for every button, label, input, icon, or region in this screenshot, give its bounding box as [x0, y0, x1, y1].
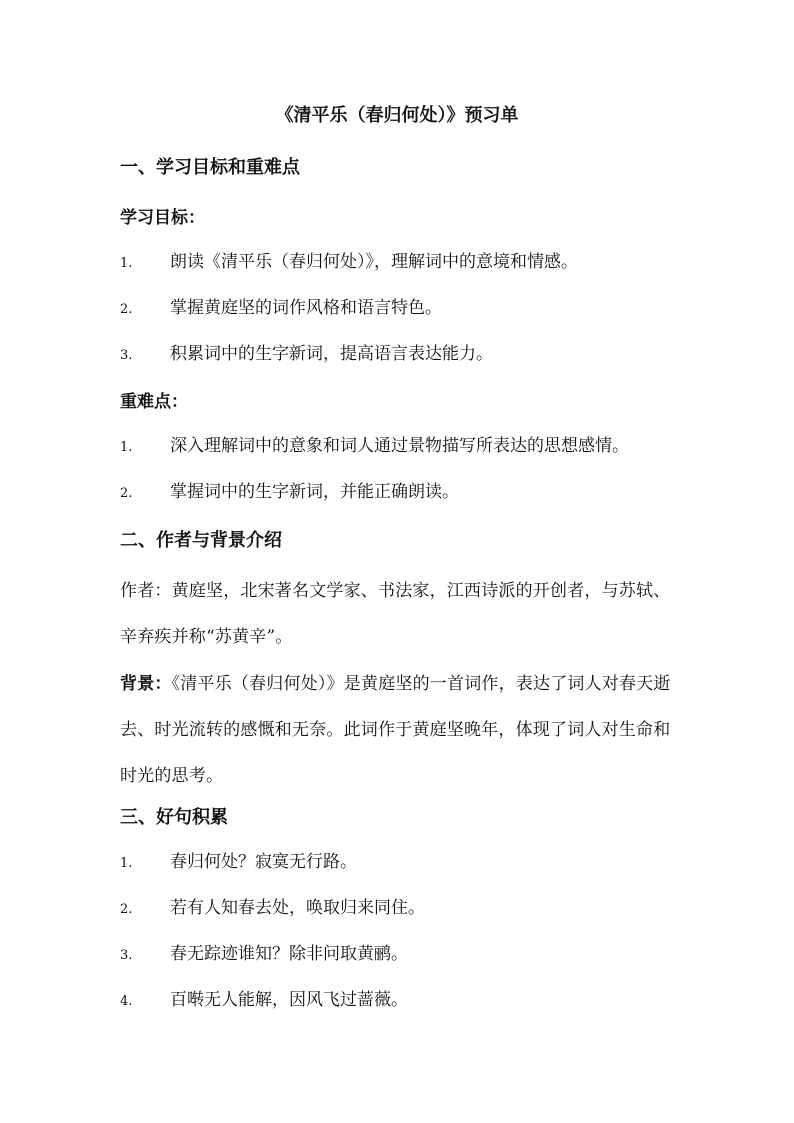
sentence-item-number: 2. — [120, 902, 133, 917]
goal-item — [120, 341, 680, 369]
author-paragraph: 作者：黄庭坚，北宋著名文学家、书法家，江西诗派的开创者，与苏轼、辛弃疾并称“苏黄辛”。 — [120, 581, 671, 647]
section-heading-goals: 一、学习目标和重难点 — [120, 157, 300, 178]
sentence-item — [120, 941, 680, 969]
sentence-item-text: 若有人知春去处，唤取归来同住。 — [170, 898, 425, 918]
goal-item-number: 1. — [120, 256, 133, 271]
document-title: 《清平乐（春归何处）》预习单 — [275, 105, 519, 126]
goal-item-number: 2. — [120, 302, 133, 317]
sentence-item-number: 3. — [120, 948, 133, 963]
background-paragraph — [120, 661, 676, 799]
goal-item-text: 积累词中的生字新词，提高语言表达能力。 — [170, 344, 493, 364]
key-point-item-text: 掌握词中的生字新词，并能正确朗读。 — [170, 482, 459, 502]
key-points-label: 重难点： — [120, 392, 188, 412]
key-point-item-number: 2. — [120, 486, 133, 501]
sentence-item-number: 4. — [120, 994, 133, 1009]
goal-item — [120, 249, 680, 277]
goal-item-number: 3. — [120, 348, 133, 363]
goal-item-text: 掌握黄庭坚的词作风格和语言特色。 — [170, 298, 442, 318]
key-point-item-number: 1. — [120, 440, 133, 455]
goal-item — [120, 295, 680, 323]
sentence-item — [120, 849, 680, 877]
goals-label: 学习目标： — [120, 208, 205, 228]
sentence-item-text: 春归何处？寂寞无行路。 — [170, 852, 357, 872]
key-point-item-text: 深入理解词中的意象和词人通过景物描写所表达的思想感情。 — [170, 436, 629, 456]
key-point-item — [120, 479, 680, 507]
sentence-item-text: 百啭无人能解，因风飞过蔷薇。 — [170, 990, 408, 1010]
background-text: 《清平乐（春归何处）》是黄庭坚的一首词作，表达了词人对春天逝去、时光流转的感慨和无奈。此词作于黄庭坚晚年，体现了词人对生命和时光的思考。 — [120, 674, 671, 786]
key-point-item — [120, 433, 680, 461]
sentence-item — [120, 987, 680, 1015]
sentence-item-number: 1. — [120, 856, 133, 871]
goal-item-text: 朗读《清平乐（春归何处）》，理解词中的意境和情感。 — [170, 252, 578, 272]
sentence-item-text: 春无踪迹谁知？除非问取黄鹂。 — [170, 944, 408, 964]
sentence-item — [120, 895, 680, 923]
section-heading-sentences: 三、好句积累 — [120, 807, 228, 828]
background-label: 背景： — [120, 674, 172, 694]
section-heading-author: 二、作者与背景介绍 — [120, 530, 282, 551]
